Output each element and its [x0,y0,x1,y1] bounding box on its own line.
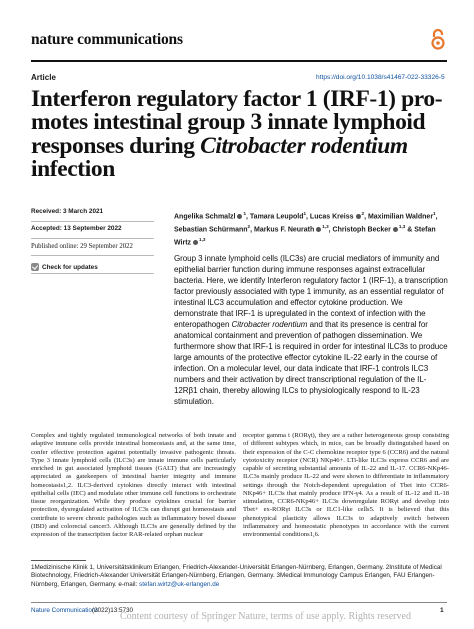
email-label: e-mail: [116,580,140,588]
check-updates-icon [31,263,39,271]
journal-name: nature communications [31,31,183,48]
author-name[interactable]: , Lucas Kreiss [306,213,354,221]
author-name[interactable]: , Markus F. Neurath [250,226,315,234]
header-rule [31,60,447,62]
body-column-left: Complex and tightly regulated immunological networks of both innate and adaptive immune cells provide intestinal homeostasis and, at the same time, confer effective protection against potentially invasive pathogenic threats. Type 3 innate lymphoid cells (ILC3s) are innate immune cells particularly enriched in gut associated lymphoid tissues (GALT) that are increasingly appreciated as gatekeepers of intestinal barrier integrity and immune homeostasis1,2. ILC3-derived cytokines directly interact with intestinal epithelial cells (IEC) and modulate other immune cell functions to orchestrate tissue reorganization. While they produce cytokines crucial for barrier protection, dysregulated activation of ILC3s can disrupt gut homeostasis and contribute to severe chronic pathologies such as inflammatory bowel disease (IBD) and colorectal cancer3. Although ILC3s are generally defined by the expression of the transcription factor RAR-related orphan nuclear [31,432,236,538]
title-text: Interferon regulatory factor 1 (IRF-1) pro-motes intestinal group 3 innate lymphoid responses during [31,86,443,159]
email-link[interactable]: stefan.wirtz@uk-erlangen.de [139,580,220,588]
author-name[interactable]: & Stefan Wirtz [174,226,436,247]
meta-rule [31,273,154,274]
author-name[interactable]: , Christoph Becker [328,226,391,234]
article-type-label: Article [31,73,56,82]
accepted-date: Accepted: 13 September 2022 [31,222,154,239]
orcid-icon[interactable] [237,214,242,219]
footer-citation: (2022)13:5730 [92,607,133,614]
orcid-icon[interactable] [316,227,321,232]
footer-journal-link[interactable]: Nature Communications [31,607,99,614]
author-list: Angelika Schmalzl $^1$, Tamara Leupold$^1$, Lucas Kreiss $^2$, Maximilian Waldner$^1$, Sebastian Schürmann$^2$, Markus F. Neurath $^{1,3}$, Christoph Becker $^{1,3}$ & Stefan Wirtz $^{1,3}$ [174,211,438,247]
orcid-icon[interactable] [193,240,198,245]
footer-rule [31,602,447,603]
title-italic: Citrobacter rodentium [200,132,408,159]
affiliation-rule [31,560,86,561]
open-access-lock-icon [430,28,446,50]
author-name[interactable]: , Tamara Leupold [246,213,304,221]
check-updates-button[interactable] [31,256,154,274]
doi-link[interactable]: https://doi.org/10.1038/s41467-022-33326-5 [316,74,445,81]
page-number: 1 [440,607,444,614]
article-title [31,88,449,181]
published-date: Published online: 29 September 2022 [31,239,154,256]
orcid-icon[interactable] [356,214,361,219]
received-date: Received: 3 March 2021 [31,205,154,222]
affiliations: 1Medizinische Klinik 1, Universitätsklinikum Erlangen, Friedrich-Alexander-Universität Erlangen-Nürnberg, Erlangen, Germany. 2Institute of Medical Biotechnology, Friedrich-Alexander Universität Erlangen-Nürnberg, Erlangen, Germany. 3Medical Immunology Campus Erlangen, FAU Erlangen-Nürnberg, Erlangen, Germany. e-mail: stefan.wirtz@uk-erlangen.de [31,564,442,588]
abstract: Group 3 innate lymphoid cells (ILC3s) are crucial mediators of immunity and epithelial barrier function during immune responses against extracellular bacteria. Here, we identify Interferon regulatory factor 1 (IRF-1), a transcription factor previously associated with type 1 immunity, as an essential regulator of intestinal ILC3 accumulation and effector cytokine production. We demonstrate that IRF-1 is upregulated in the context of infection with the enteropathogen Citrobacter rodentium and that its presence is central for anatomical containment and prevention of pathogen dissemination. We furthermore show that IRF-1 is required in order for intestinal ILC3s to produce large amounts of the protective effector cytokine IL-22 early in the course of infection. On a molecular level, our data indicate that IRF-1 controls ILC3 numbers and their activation by direct transcriptional regulation of the IL-12Rβ1 chain, thereby allowing ILCs to physiologically respond to IL-23 stimulation. [174,254,448,406]
article-history [31,205,154,274]
orcid-icon[interactable] [393,227,398,232]
author-name[interactable]: , Maximilian Waldner [364,213,434,221]
author-name[interactable]: Angelika Schmalzl [174,213,236,221]
title-text-end: infection [31,155,115,182]
check-updates-label: Check for updates [42,263,98,271]
courtesy-watermark: Content courtesy of Springer Nature, terms of use apply. Rights reserved [120,611,411,622]
body-column-right: receptor gamma t (RORγt), they are a rather heterogeneous group consisting of different subtypes which, in mice, can be broadly distinguished based on their expression of the C-C chemokine receptor type 6 (CCR6) and the natural cytotoxicity receptor (NCR) NKp46+. LTi-like ILC3s express CCR6 and are capable of secreting substantial amounts of IL-22 and IL-17. CCR6-NKp46- ILC3s mainly produce IL-22 and were shown to differentiate in inflammatory settings through the Notch-dependent upregulation of Tbet into CCR6-NKp46+ ILC3s that mainly produce IFN-γ4. As a result of IL-12 and IL-18 stimulation, CCR6-NKp46+ ILC3s downregulate RORγt and develop into Tbet+ ex-RORγt ILC3s or ILC1-like cells5. It is believed that this phenotypical plasticity allows ILC3s to adaptively switch between inflammatory and homeostatic phenotypes in accordance with the current environmental conditions1,6. [243,432,449,538]
author-name[interactable]: , Sebastian Schürmann [174,213,438,234]
